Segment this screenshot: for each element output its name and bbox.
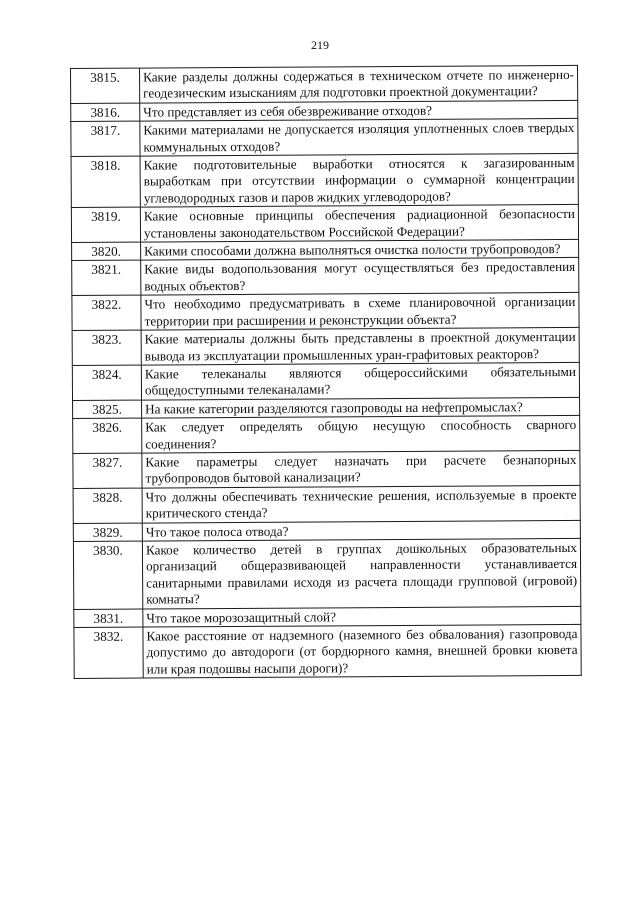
question-row [72, 293, 579, 331]
question-number: 3824. [72, 365, 141, 400]
question-number: 3829. [73, 523, 142, 542]
question-row [73, 485, 580, 523]
question-number: 3828. [73, 488, 142, 523]
question-row [72, 327, 579, 365]
page-number: 219 [311, 38, 329, 52]
question-text: Какие разделы должны содержаться в техническом отчете по инженерно-геодезическим изысканиям для подготовки проектной документации? [140, 65, 578, 102]
question-text: Что необходимо предусматривать в схеме планировочной организации территории при расширении и реконструкции объекта? [141, 293, 579, 330]
question-row [74, 624, 581, 678]
question-number: 3823. [72, 330, 141, 365]
question-text: Какие подготовительные выработки относятся к загазированным выработкам при отсутствии информации о суммарной концентрации углеводородных газов и паров жидких углеводородов? [140, 153, 578, 207]
question-number: 3816. [71, 103, 140, 122]
question-number: 3830. [73, 541, 142, 609]
question-number: 3822. [72, 295, 141, 330]
question-number: 3819. [71, 207, 140, 242]
questions-table-body [71, 65, 582, 678]
question-number: 3821. [72, 261, 141, 296]
question-row [71, 153, 578, 207]
question-text: Что такое полоса отвода? [142, 520, 580, 541]
question-text: Что такое морозозащитный слой? [143, 606, 581, 627]
question-text: Что должны обеспечивать технические решения, используемые в проекте критического стенда? [142, 485, 580, 522]
question-text: Какие виды водопользования могут осуществляться без предоставления водных объектов? [141, 258, 579, 295]
question-text: Какие основные принципы обеспечения радиационной безопасности установлены законодательством Российской Федерации? [140, 205, 578, 242]
question-row [72, 362, 579, 400]
question-row [73, 538, 580, 609]
questions-table [70, 65, 582, 679]
question-row [73, 416, 580, 454]
question-number: 3820. [72, 242, 141, 261]
question-row [72, 258, 579, 296]
question-number: 3825. [73, 400, 142, 419]
question-text: Какое количество детей в группах дошкольных образовательных организаций общеразвивающей направленности устанавливается санитарными правилами исходя из расчета площади групповой (игровой) комнаты? [142, 538, 580, 608]
question-text: На какие категории разделяются газопроводы на нефтепромыслах? [142, 397, 580, 418]
question-number: 3831. [74, 609, 143, 628]
question-row [73, 397, 580, 419]
question-text: Какое расстояние от надземного (наземного без обвалования) газопровода допустимо до автодороги (от бордюрного камня, внешней бровки кювета или края подошвы насыпи дороги)? [143, 624, 581, 678]
question-row [73, 450, 580, 488]
question-number: 3826. [73, 418, 142, 453]
question-row [71, 205, 578, 243]
question-text: Какие телеканалы являются общероссийскими обязательными общедоступными телеканалами? [141, 362, 579, 399]
question-number: 3817. [71, 121, 140, 156]
question-row [71, 119, 578, 157]
question-number: 3832. [74, 627, 143, 679]
question-row [72, 239, 579, 261]
question-row [71, 65, 578, 103]
question-number: 3815. [71, 68, 140, 103]
question-number: 3818. [71, 156, 140, 208]
question-text: Что представляет из себя обезвреживание отходов? [140, 100, 578, 121]
question-text: Какими способами должна выполняться очистка полости трубопроводов? [141, 239, 579, 260]
question-text: Как следует определять общую несущую способность сварного соединения? [142, 416, 580, 453]
question-text: Какие материалы должны быть представлены в проектной документации вывода из эксплуатации промышленных уран-графитовых реакторов? [141, 327, 579, 364]
question-text: Какими материалами не допускается изоляция уплотненных слоев твердых коммунальных отходов? [140, 119, 578, 156]
question-text: Какие параметры следует назначать при расчете безнапорных трубопроводов бытовой канализации? [142, 450, 580, 487]
question-number: 3827. [73, 453, 142, 488]
